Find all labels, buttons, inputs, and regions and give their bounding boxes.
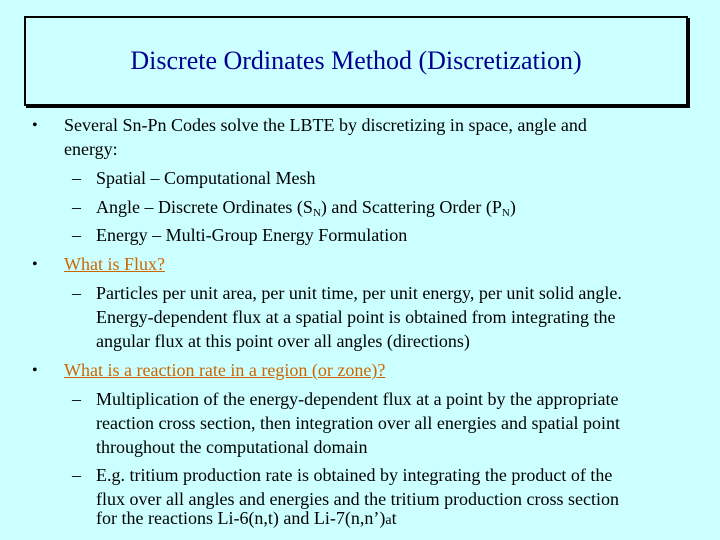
slide-title: Discrete Ordinates Method (Discretization) (130, 46, 582, 75)
bullet-1-line-2: energy: (64, 139, 118, 159)
tritium-line-2: flux over all angles and energies and the tritium production cross section (96, 489, 620, 509)
subitem-energy: Energy – Multi-Group Energy Formulation (96, 225, 408, 245)
bullet-marker: • (32, 117, 38, 134)
reaction-def-line-1: Multiplication of the energy-dependent flux at a point by the appropriate (96, 389, 619, 409)
title-box (24, 16, 688, 106)
subitem-spatial: Spatial – Computational Mesh (96, 168, 316, 188)
dash-marker: – (72, 465, 81, 485)
reaction-rate-link[interactable]: What is a reaction rate in a region (or zone)? (64, 360, 386, 380)
reaction-def-line-3: throughout the computational domain (96, 437, 368, 457)
subitem-angle: Angle – Discrete Ordinates $(S_N)$ and Scattering Order $(P_N)$ (96, 197, 516, 219)
flux-def-line-1: Particles per unit area, per unit time, per unit energy, per unit solid angle. (96, 283, 622, 303)
bullet-1-line-1: Several Sn-Pn Codes solve the LBTE by discretizing in space, angle and (64, 115, 587, 135)
flux-def-line-2: Energy-dependent flux at a spatial point is obtained from integrating the (96, 307, 616, 327)
dash-marker: – (72, 168, 81, 188)
tritium-line-3: for the reactions Li-6(n,t) and Li-7(n,n’)at (96, 508, 397, 528)
tritium-line-1: E.g. tritium production rate is obtained by integrating the product of the (96, 465, 613, 485)
dash-marker: – (72, 283, 81, 303)
dash-marker: – (72, 389, 81, 409)
reaction-def-line-2: reaction cross section, then integration over all energies and spatial point (96, 413, 621, 433)
what-is-flux-link[interactable]: What is Flux? (64, 254, 165, 274)
bullet-marker: • (32, 362, 38, 379)
bullet-marker: • (32, 256, 38, 273)
dash-marker: – (72, 225, 81, 245)
flux-def-line-3: angular flux at this point over all angles (directions) (96, 331, 470, 351)
dash-marker: – (72, 197, 81, 217)
